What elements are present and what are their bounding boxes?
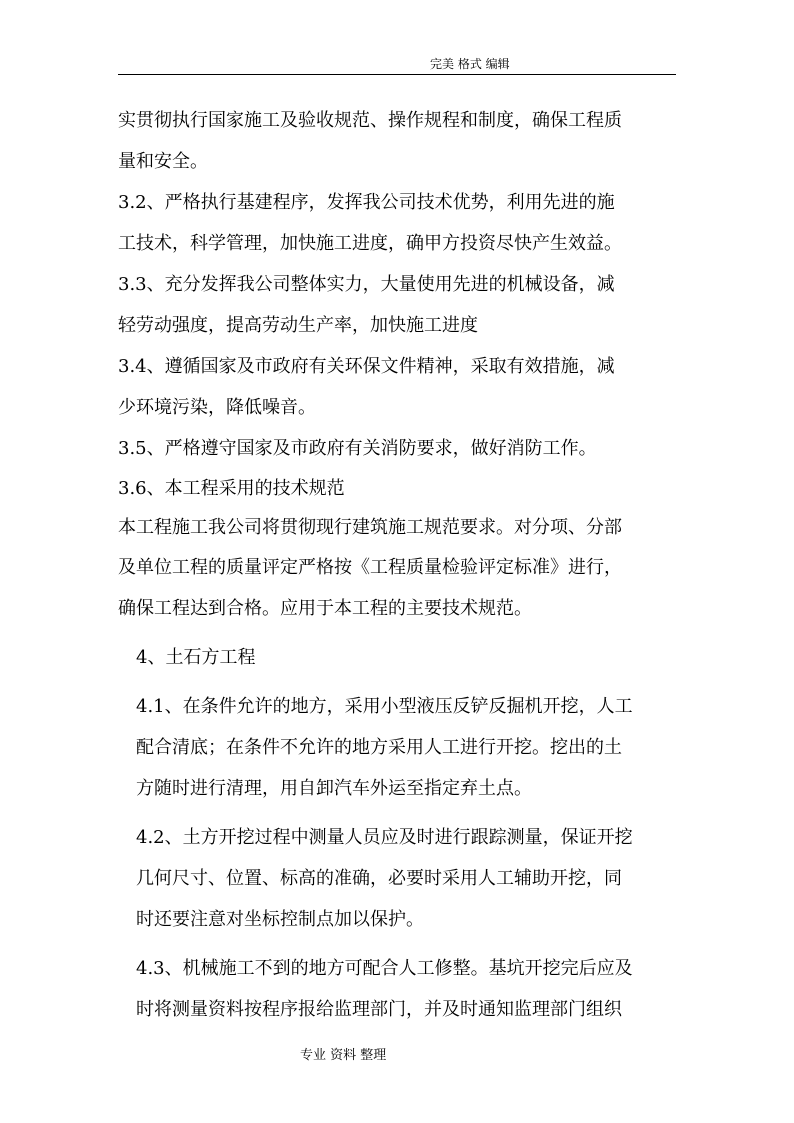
body-line-5: 3.3、充分发挥我公司整体实力，大量使用先进的机械设备，减 <box>118 274 615 295</box>
body-line-13: 确保工程达到合格。应用于本工程的主要技术规范。 <box>118 598 532 619</box>
body-line-3: 3.2、严格执行基建程序，发挥我公司技术优势，利用先进的施 <box>118 192 615 213</box>
body-line-17: 方随时进行清理，用自卸汽车外运至指定弃土点。 <box>136 778 532 799</box>
body-line-1: 实贯彻执行国家施工及验收规范、操作规程和制度，确保工程质 <box>118 110 622 131</box>
body-line-8: 少环境污染，降低噪音。 <box>118 397 316 418</box>
body-line-19: 几何尺寸、位置、标高的准确，必要时采用人工辅助开挖，同 <box>136 868 622 889</box>
section-heading-3-6: 3.6、本工程采用的技术规范 <box>118 478 345 499</box>
body-line-15: 4.1、在条件允许的地方，采用小型液压反铲反掘机开挖，人工 <box>136 696 633 717</box>
body-line-12: 及单位工程的质量评定严格按《工程质量检验评定标准》进行， <box>118 557 622 578</box>
section-heading-4: 4、土石方工程 <box>136 647 256 668</box>
page-header <box>118 56 676 75</box>
body-line-6: 轻劳动强度，提高劳动生产率，加快施工进度 <box>118 315 478 336</box>
body-line-20: 时还要注意对坐标控制点加以保护。 <box>136 909 424 930</box>
header-text: 完美 格式 编辑 <box>430 57 510 71</box>
body-line-9: 3.5、严格遵守国家及市政府有关消防要求，做好消防工作。 <box>118 438 597 459</box>
body-line-18: 4.2、土方开挖过程中测量人员应及时进行跟踪测量，保证开挖 <box>136 827 633 848</box>
body-line-22: 时将测量资料按程序报给监理部门，并及时通知监理部门组织 <box>136 999 622 1020</box>
body-line-2: 量和安全。 <box>118 151 208 172</box>
body-line-7: 3.4、遵循国家及市政府有关环保文件精神，采取有效措施，减 <box>118 356 615 377</box>
body-line-16: 配合清底；在条件不允许的地方采用人工进行开挖。挖出的土 <box>136 737 622 758</box>
body-line-21: 4.3、机械施工不到的地方可配合人工修整。基坑开挖完后应及 <box>136 958 633 979</box>
body-line-11: 本工程施工我公司将贯彻现行建筑施工规范要求。对分项、分部 <box>118 517 622 538</box>
page-footer: 专业 资料 整理 <box>300 1048 387 1063</box>
body-line-4: 工技术，科学管理，加快施工进度，确甲方投资尽快产生效益。 <box>118 233 622 254</box>
document-body <box>118 100 718 1030</box>
